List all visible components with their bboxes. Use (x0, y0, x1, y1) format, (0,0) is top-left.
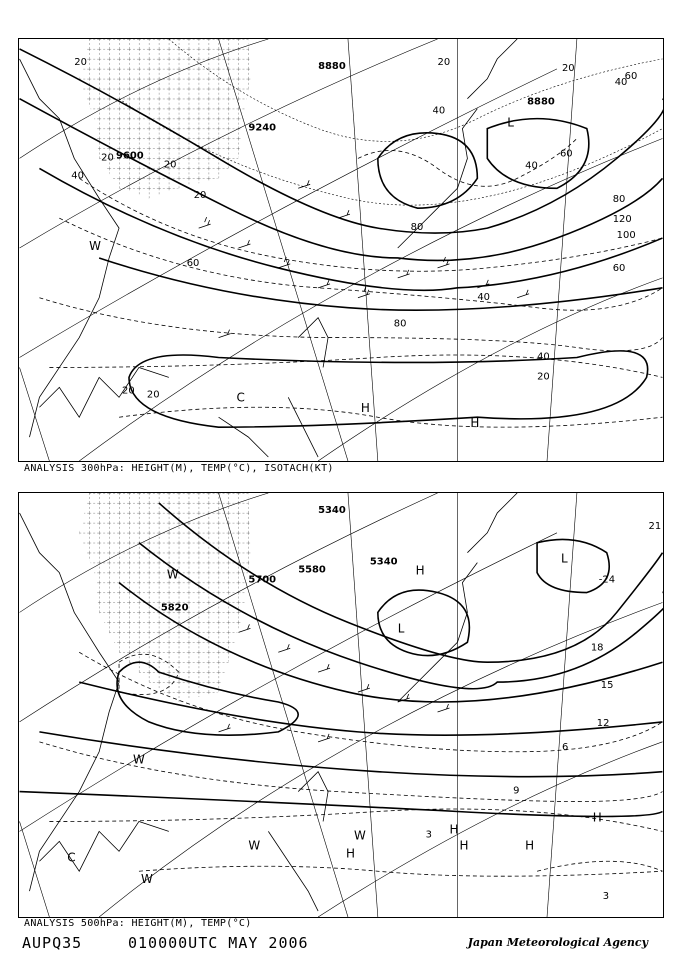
temp-label: 6 (561, 741, 569, 753)
low-center-label: L (560, 551, 568, 566)
isotach-label: 60 (624, 70, 638, 82)
valid-time: 010000UTC MAY 2006 (128, 934, 309, 952)
high-center-label: H (449, 822, 459, 837)
height-label: 9600 (116, 150, 144, 162)
high-center-label: H (592, 810, 602, 825)
isotach-label: 40 (71, 170, 84, 182)
height-label: 5580 (298, 564, 326, 576)
isotach-label: 80 (410, 222, 424, 234)
isotach-label: 40 (525, 160, 538, 172)
map-500hpa-canvas (19, 493, 663, 917)
map-300hpa-canvas (19, 39, 663, 461)
isotach-label: 20 (146, 389, 160, 401)
isotach-label: 120 (612, 214, 632, 226)
high-center-label: H (415, 563, 425, 578)
high-center-label: H (345, 846, 355, 861)
high-center-label: H (525, 838, 535, 853)
isotach-label: 20 (163, 159, 177, 171)
hatched-region (79, 39, 250, 198)
isotach-label: 20 (101, 152, 114, 164)
isotach-label: 20 (561, 62, 575, 74)
warm-center-label: W (132, 752, 145, 767)
chart-code: AUPQ35 (22, 934, 83, 952)
isotach-label: 40 (537, 351, 550, 363)
caption-300hpa: ANALYSIS 300hPa: HEIGHT(M), TEMP(°C), ISOTACH(KT) (24, 463, 334, 474)
map-300hpa (18, 38, 664, 462)
isotach-label: 60 (612, 262, 626, 274)
height-label: 5820 (160, 602, 189, 614)
cold-center-label: C (236, 390, 245, 405)
isotach-label: 60 (559, 148, 573, 160)
height-label: 5700 (248, 574, 277, 586)
high-center-label: H (470, 416, 480, 431)
temp-label: 21 (648, 520, 662, 532)
wind-barbs (219, 624, 450, 741)
high-center-label: H (459, 838, 469, 853)
isotach-label: 40 (614, 76, 628, 88)
temp-label: 3 (425, 829, 432, 841)
temp-label: 15 (600, 680, 614, 692)
caption-500hpa: ANALYSIS 500hPa: HEIGHT(M), TEMP(°C) (24, 918, 252, 929)
height-label: 5340 (369, 556, 398, 568)
hatched-region (79, 493, 250, 702)
height-label: 8880 (527, 96, 555, 108)
map-500hpa (18, 492, 664, 918)
isotach-label: 100 (616, 230, 636, 242)
isotach-label: 60 (186, 257, 200, 269)
warm-center-label: W (166, 567, 179, 582)
height-label: 8880 (318, 60, 346, 72)
temp-label: 3 (602, 891, 610, 903)
isotach-label: 20 (437, 56, 451, 68)
warm-center-label: W (353, 828, 366, 843)
temp-label: 12 (596, 717, 610, 729)
height-label: 9240 (248, 122, 277, 134)
cold-center-label: C (67, 850, 76, 865)
isotach-label: 20 (193, 190, 207, 202)
isotach-label: 80 (612, 194, 626, 206)
warm-center-label: W (248, 838, 261, 853)
isotach-label: 20 (537, 371, 550, 383)
isotach-label: 40 (477, 291, 491, 303)
isotach-label: 20 (122, 385, 135, 397)
warm-center-label: W (140, 872, 153, 887)
temp-label: 9 (513, 785, 520, 797)
temp-label: 18 (590, 642, 604, 654)
isotach-label: 20 (74, 56, 87, 68)
isotach-label: 40 (432, 105, 446, 117)
low-center-label: L (507, 115, 514, 130)
low-center-label: L (397, 621, 405, 636)
isotach-label: 80 (393, 318, 407, 330)
high-center-label: H (360, 401, 370, 416)
warm-center-label: W (89, 239, 102, 254)
height-label: 5340 (318, 504, 346, 516)
agency-credit: Japan Meteorological Agency (467, 936, 648, 949)
temp-label: -24 (598, 574, 616, 586)
